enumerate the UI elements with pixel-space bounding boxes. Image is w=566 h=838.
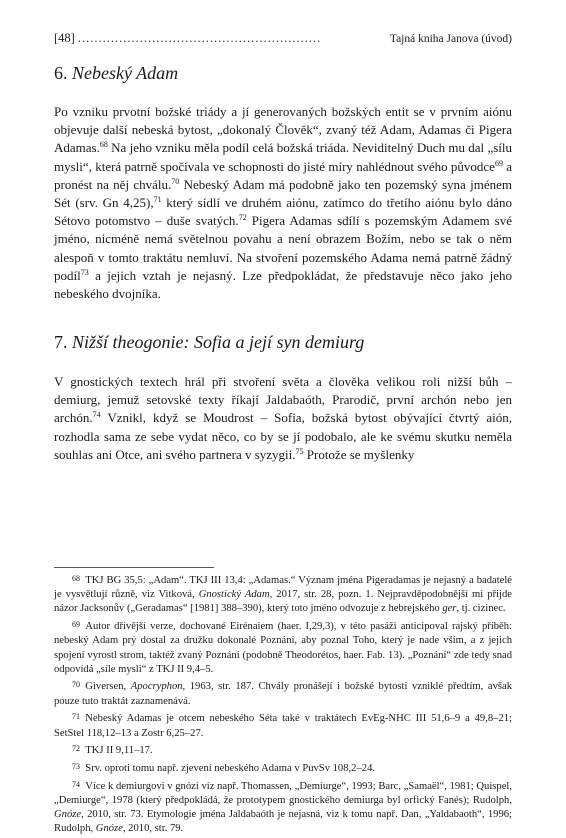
text-run: který sídlí ve druhém aiónu, zatímco do třetího aiónu bylo dáno Sétovo potomstvo – duše svatých. xyxy=(54,195,513,229)
text-run: Vznikl, když se Moudrost – Sofia, božská bytost obývající čtvrtý aión, rozhodla sama ze sebe vydat něco, co by se jí podobalo, ale ke svému skutku neměla souhlas ani Otce, ani svého partnera v syzygii. xyxy=(54,410,512,462)
footnote-71 xyxy=(54,710,512,740)
section-7-title: Nižší theogonie: Sofia a její syn demiurg xyxy=(72,332,365,352)
footnote-ref-72: 72 xyxy=(238,213,247,223)
footnote-ref-73: 73 xyxy=(80,267,89,277)
text-run: a pronést na něj chválu. xyxy=(54,158,513,192)
section-6-paragraph xyxy=(54,103,512,303)
section-7-number: 7. xyxy=(54,332,68,352)
text-run: , tj. cizinec. xyxy=(456,603,506,615)
text-run: TKJ BG 35,5: „Adam“. TKJ III 13,4: „Adamas.“ Význam jména Pigeradamas je nejasný a badatelé je vysvětlují různě, viz Vitková, xyxy=(54,575,512,601)
running-title: Tajná kniha Janova (úvod) xyxy=(389,33,512,45)
footnotes xyxy=(54,572,512,838)
text-run: Po vzniku prvotní božské triády a jí generovaných božských entit se v prvním aiónu objevuje další nebeská bytost, „dokonalý Člověk“, zvaný též Adam, Adamas či Pigera Adamas. xyxy=(54,104,512,156)
leader-dots: ........................................................... xyxy=(77,31,322,45)
italic-title: ger xyxy=(442,603,457,615)
italic-title: Gnostický Adam xyxy=(198,589,270,601)
footnote-ref-68: 68 xyxy=(99,140,108,150)
text-run: Na jeho vzniku měla podíl celá božská triáda. Neviditelný Duch mu dal „sílu mysli“, která patrně spočívala ve schopnosti do jisté míry nahlédnout svého původce xyxy=(54,140,512,174)
footnote-70 xyxy=(54,678,512,708)
footnote-number: 70 xyxy=(72,680,80,690)
text-run: , 1963, str. 187. Chvály pronášejí i božské bytosti vzniklé předtím, avšak pouze tuto traktát zaznamenává. xyxy=(54,681,512,707)
footnote-ref-69: 69 xyxy=(494,158,503,168)
footnote-ref-74: 74 xyxy=(92,410,101,420)
text-run: Nebeský Adamas je otcem nebeského Séta také v traktátech EvEg-NHC III 51,6–9 a 49,8–21; SetStel 118,12–13 a Zostr 6,25–27. xyxy=(54,713,512,739)
section-6-title: Nebeský Adam xyxy=(72,63,179,83)
text-run: Protože se myšlenky xyxy=(303,446,415,462)
footnote-number: 68 xyxy=(72,574,80,583)
text-run: V gnostických textech hrál při stvoření světa a člověka velikou roli nižší bůh – demiurg, jemuž setovské texty říkají Jaldabaóth, Prarodič, první archón nebo jen archón. xyxy=(54,374,512,426)
footnote-ref-75: 75 xyxy=(295,446,304,456)
footnote-73 xyxy=(54,760,512,776)
footnote-69 xyxy=(54,618,512,677)
footnote-72 xyxy=(54,742,512,758)
text-run: Giversen, xyxy=(85,681,131,693)
text-run: Více k demiurgovi v gnózi viz např. Thomassen, „Demiurge“, 1993; Barc, „Samaël“, 1981; Quispel, „Demiurge“, 1978 (který předpokládá, že prototypem gnostického demiurga byl orfický Fanés); Rudolph, xyxy=(54,780,512,806)
text-run: Srv. oproti tomu např. zjevení nebeského Adama v PuvSv 108,2–24. xyxy=(85,762,376,774)
footnote-number: 74 xyxy=(72,779,80,789)
text-run: Nebeský Adam má podobně jako ten pozemský syna jménem Sét (srv. Gn 4,25), xyxy=(54,176,512,211)
text-run: TKJ II 9,11–17. xyxy=(85,745,153,757)
footnote-number: 71 xyxy=(72,712,80,722)
text-run: Pigera Adamas sdílí s pozemským Adamem své jméno, nicméně nemá světelnou povahu a není obrazem Božím, nebo se tak o něm alespoň v tomto traktátu nemluví. Na stvoření pozemského Adama nemá patrně žádný podíl xyxy=(54,213,512,283)
section-6-number: 6. xyxy=(54,63,68,83)
page-number: [48] xyxy=(54,31,75,45)
footnote-74 xyxy=(54,778,512,837)
text-run: a jejich vztah je nejasný. Lze předpokládat, že představuje něco jako jeho nebeského dvojníka. xyxy=(54,267,512,302)
footnote-separator xyxy=(54,567,214,568)
text-run: Autor dřívější verze, dochované Eirénaiem (haer. I,29,3), v této pasáži anticipoval rajský příběh: nebeský Adam prý dostal za družku dokonalé Poznání, aby poznal Toho, který je nade vším, a z jejich spojení vyrostl strom, taktéž zvaný Poznání (podobně Theodorétos, haer. Fab. 13). „Poznání“ zde tedy snad odpovídá „síle mysli“ z TKJ II 9,4–5. xyxy=(54,621,512,675)
footnote-68 xyxy=(54,572,512,617)
section-7-heading xyxy=(54,331,364,353)
text-run: , 2010, str. 79. xyxy=(122,823,184,835)
footnote-number: 73 xyxy=(72,761,80,771)
footnote-ref-70: 70 xyxy=(171,176,180,186)
running-header xyxy=(54,31,512,46)
italic-title: Gnóze xyxy=(54,809,82,821)
section-6-heading xyxy=(54,62,178,84)
section-7-paragraph xyxy=(54,373,512,464)
footnote-ref-71: 71 xyxy=(153,195,162,205)
italic-title: Gnóze xyxy=(95,823,123,835)
text-run: , 2017, str. 28, pozn. 1. Nejpravděpodobnější mi přijde názor Jacksonův („Geradamas“ [1981] 388–390), který toto jméno odvozuje z hebrejského xyxy=(54,589,512,615)
footnote-number: 69 xyxy=(72,620,80,630)
italic-title: Apocryphon xyxy=(130,681,183,693)
footnote-number: 72 xyxy=(72,744,80,754)
text-run: , 2010, str. 73. Etymologie jména Jaldabaóth je nejasná, viz k tomu např. Dan, „Yaldabaoth“, 1996; Rudolph, xyxy=(54,809,512,835)
